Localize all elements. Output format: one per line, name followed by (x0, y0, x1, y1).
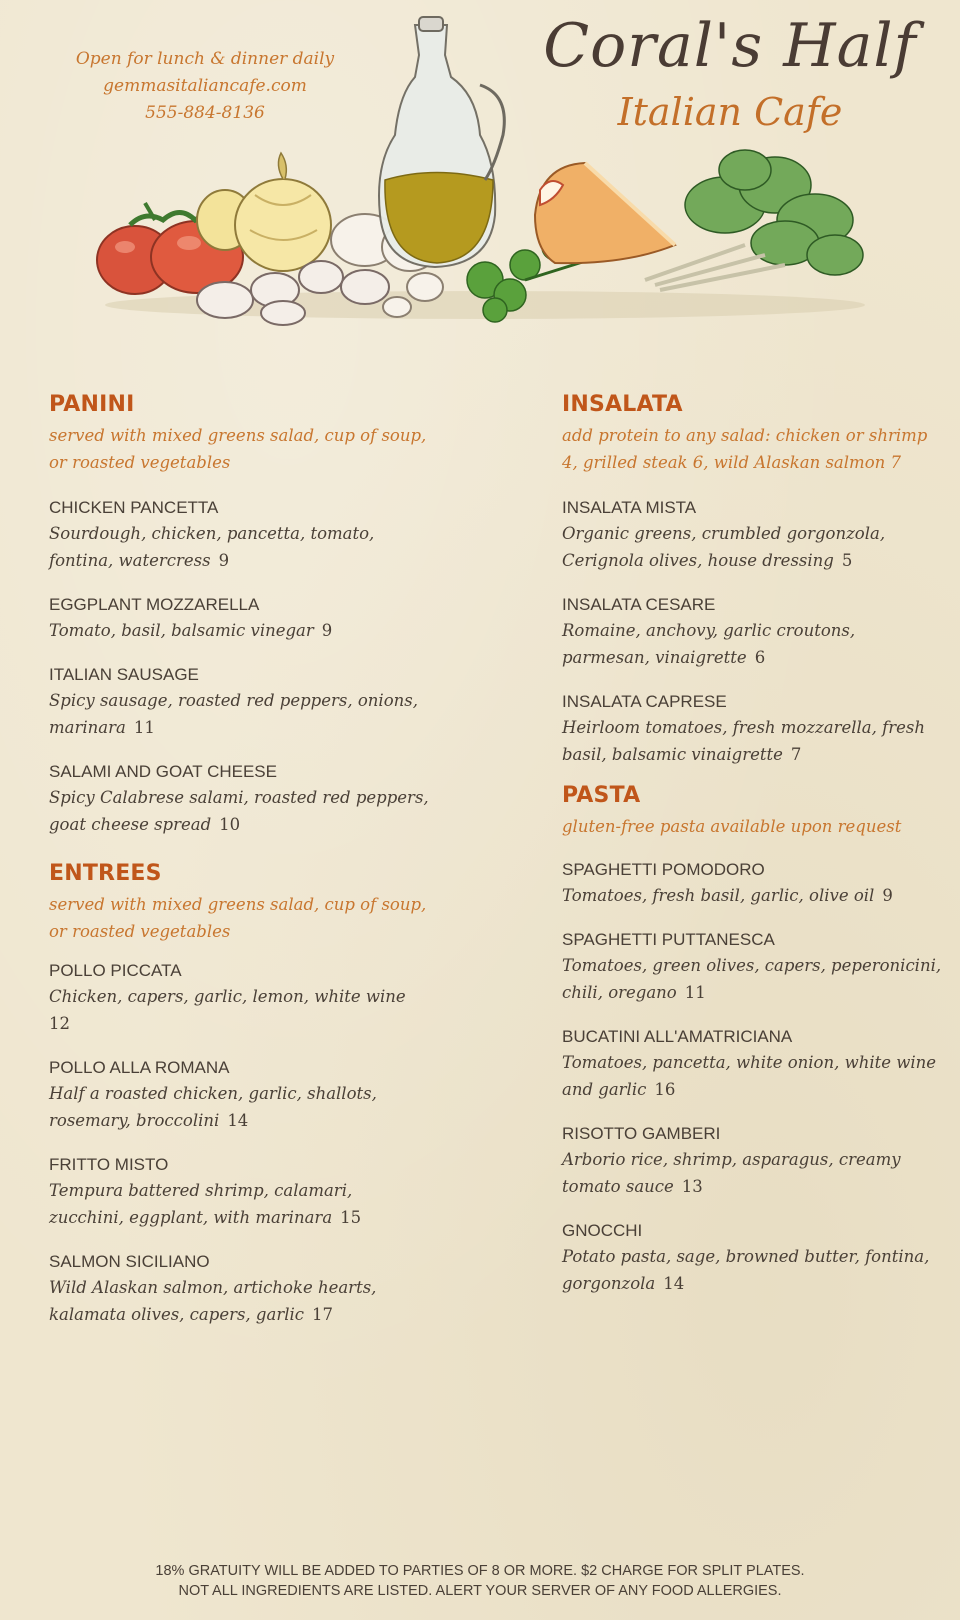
item-name: FRITTO MISTO (49, 1155, 169, 1174)
item-description (562, 714, 942, 768)
website-link[interactable]: gemmasitaliancafe.com (103, 76, 307, 96)
section-note (49, 422, 449, 476)
item-description-line: Half a roasted chicken, garlic, shallots, (49, 1084, 377, 1103)
item-description-line: chili, oregano (562, 983, 677, 1002)
item-name: SALMON SICILIANO (49, 1252, 210, 1271)
item-price: 12 (49, 1014, 70, 1033)
section-note (562, 422, 942, 476)
menu-item (49, 760, 449, 838)
item-price: 7 (790, 745, 802, 764)
section-title: INSALATA (562, 392, 683, 417)
item-price: 9 (882, 886, 893, 905)
menu-item (562, 1025, 942, 1103)
item-price: 11 (684, 983, 706, 1002)
section-panini (49, 388, 449, 838)
item-description-line: parmesan, vinaigrette (562, 648, 747, 667)
item-description (562, 1243, 942, 1297)
item-description (562, 1049, 942, 1103)
item-name: GNOCCHI (562, 1221, 643, 1240)
section-title: ENTREES (49, 861, 162, 886)
section-note (49, 891, 449, 945)
item-name: POLLO PICCATA (49, 961, 182, 980)
item-description (562, 520, 942, 574)
item-name: INSALATA CESARE (562, 595, 716, 614)
item-price: 9 (218, 551, 230, 570)
item-description (49, 983, 449, 1037)
item-name: SPAGHETTI POMODORO (562, 860, 765, 879)
item-name: CHICKEN PANCETTA (49, 498, 219, 517)
item-description (49, 687, 449, 741)
restaurant-subtitle: Italian Cafe (617, 90, 843, 134)
item-description (49, 1274, 449, 1328)
menu-item (49, 1056, 449, 1134)
section-note-line: served with mixed greens salad, cup of soup, (49, 895, 427, 914)
menu-column-right (562, 388, 942, 1316)
section-note-line: served with mixed greens salad, cup of soup, (49, 426, 427, 445)
item-description-line: Wild Alaskan salmon, artichoke hearts, (49, 1278, 377, 1297)
item-name: POLLO ALLA ROMANA (49, 1058, 230, 1077)
item-description-line: Spicy sausage, roasted red peppers, onions, (49, 691, 418, 710)
section-insalata (562, 388, 942, 768)
item-price: 16 (654, 1080, 676, 1099)
section-note-line: or roasted vegetables (49, 922, 231, 941)
item-description (49, 1080, 449, 1134)
item-description-line: marinara (49, 718, 126, 737)
item-description-line: Arborio rice, shrimp, asparagus, creamy (562, 1150, 901, 1169)
item-description-line: and garlic (562, 1080, 647, 1099)
footer-line: NOT ALL INGREDIENTS ARE LISTED. ALERT YOUR SERVER OF ANY FOOD ALLERGIES. (178, 1583, 782, 1599)
menu-item (562, 593, 942, 671)
menu-item (562, 858, 942, 909)
menu-item (49, 1250, 449, 1328)
item-description-line: Chicken, capers, garlic, lemon, white wine (49, 987, 406, 1006)
item-description (562, 1146, 942, 1200)
item-description-line: rosemary, broccolini (49, 1111, 220, 1130)
item-description-line: Tomatoes, green olives, capers, peperonicini, (562, 956, 942, 975)
item-description (562, 617, 942, 671)
section-note (562, 813, 942, 840)
restaurant-name: Coral's Half (543, 11, 917, 81)
item-description (562, 882, 942, 909)
item-description-line: Tomato, basil, balsamic vinegar (49, 621, 314, 640)
section-pasta (562, 779, 942, 1297)
item-name: SALAMI AND GOAT CHEESE (49, 762, 277, 781)
item-price: 13 (681, 1177, 703, 1196)
item-name: INSALATA MISTA (562, 498, 697, 517)
brand-block (540, 4, 920, 136)
footer-notice (0, 1561, 960, 1601)
menu-item (562, 1219, 942, 1297)
footer-line: 18% GRATUITY WILL BE ADDED TO PARTIES OF 8 OR MORE. $2 CHARGE FOR SPLIT PLATES. (155, 1563, 805, 1579)
item-description (49, 520, 449, 574)
item-price: 14 (227, 1111, 249, 1130)
item-description-line: Romaine, anchovy, garlic croutons, (562, 621, 856, 640)
item-description (49, 784, 449, 838)
menu-item (562, 1122, 942, 1200)
section-note-line: add protein to any salad: chicken or shrimp (562, 426, 928, 445)
item-description-line: basil, balsamic vinaigrette (562, 745, 783, 764)
item-description-line: Cerignola olives, house dressing (562, 551, 834, 570)
menu-item (49, 1153, 449, 1231)
menu-item (562, 928, 942, 1006)
cheese-icon (535, 163, 675, 263)
item-price: 11 (133, 718, 155, 737)
menu-column-left (49, 388, 449, 1347)
item-description (49, 1177, 449, 1231)
item-price: 6 (754, 648, 766, 667)
item-description-line: fontina, watercress (49, 551, 211, 570)
item-name: RISOTTO GAMBERI (562, 1124, 721, 1143)
contact-info (55, 46, 355, 127)
item-description (562, 952, 942, 1006)
item-price: 9 (321, 621, 333, 640)
menu-item (562, 690, 942, 768)
item-name: ITALIAN SAUSAGE (49, 665, 199, 684)
menu-item (49, 663, 449, 741)
item-name: SPAGHETTI PUTTANESCA (562, 930, 775, 949)
phone-number[interactable]: 555-884-8136 (145, 103, 265, 123)
item-description-line: zucchini, eggplant, with marinara (49, 1208, 333, 1227)
item-name: EGGPLANT MOZZARELLA (49, 595, 260, 614)
menu-item (49, 496, 449, 574)
olive-oil-bottle-icon (379, 17, 504, 267)
section-entrees (49, 857, 449, 1328)
item-price: 17 (312, 1305, 334, 1324)
item-description-line: Spicy Calabrese salami, roasted red peppers, (49, 788, 429, 807)
item-description-line: Tomatoes, pancetta, white onion, white wine (562, 1053, 937, 1072)
item-description-line: gorgonzola (562, 1274, 656, 1293)
item-description-line: Heirloom tomatoes, fresh mozzarella, fresh (562, 718, 925, 737)
item-description-line: goat cheese spread (49, 815, 212, 834)
item-description-line: kalamata olives, capers, garlic (49, 1305, 305, 1324)
section-note-line: or roasted vegetables (49, 453, 231, 472)
menu-item (49, 959, 449, 1037)
item-price: 14 (663, 1274, 685, 1293)
item-description-line: Potato pasta, sage, browned butter, fontina, (562, 1247, 930, 1266)
item-description-line: Organic greens, crumbled gorgonzola, (562, 524, 886, 543)
item-name: BUCATINI ALL'AMATRICIANA (562, 1027, 793, 1046)
item-description-line: Tempura battered shrimp, calamari, (49, 1181, 353, 1200)
item-price: 10 (219, 815, 241, 834)
spinach-icon (645, 150, 863, 290)
item-description-line: Tomatoes, fresh basil, garlic, olive oil (562, 886, 875, 905)
menu-item (562, 496, 942, 574)
item-description (49, 617, 449, 644)
section-note-line: gluten-free pasta available upon request (562, 817, 902, 836)
item-price: 15 (340, 1208, 362, 1227)
item-name: INSALATA CAPRESE (562, 692, 727, 711)
hours-text: Open for lunch & dinner daily (75, 49, 335, 69)
section-note-line: 4, grilled steak 6, wild Alaskan salmon 7 (562, 453, 901, 472)
menu-item (49, 593, 449, 644)
item-price: 5 (841, 551, 853, 570)
section-title: PANINI (49, 392, 135, 417)
section-title: PASTA (562, 783, 641, 808)
item-description-line: tomato sauce (562, 1177, 674, 1196)
item-description-line: Sourdough, chicken, pancetta, tomato, (49, 524, 375, 543)
